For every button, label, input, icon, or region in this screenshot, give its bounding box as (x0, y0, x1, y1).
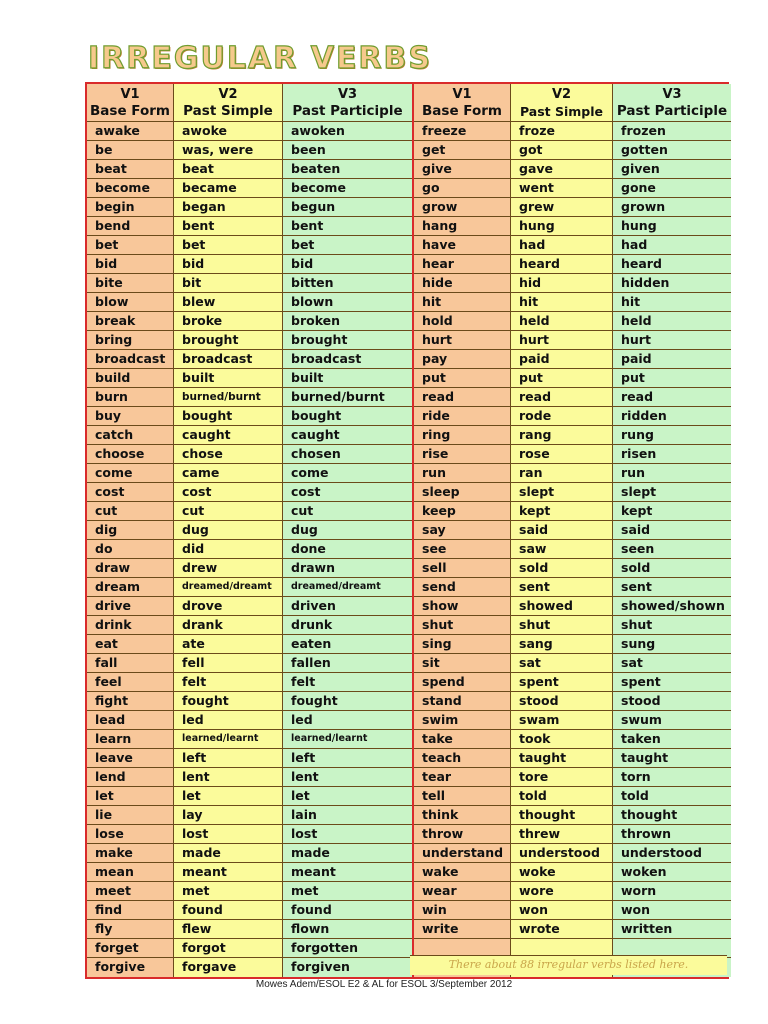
base-form-cell: hold (414, 312, 510, 331)
base-form-cell: beat (87, 160, 173, 179)
past-participle-cell: read (613, 388, 731, 407)
base-form-cell: run (414, 464, 510, 483)
past-participle-cell: sent (613, 578, 731, 597)
past-simple-cell: sent (511, 578, 612, 597)
past-participle-cell: blown (283, 293, 412, 312)
past-participle-cell: thrown (613, 825, 731, 844)
past-simple-cell: fought (174, 692, 282, 711)
header-base-form-right (414, 84, 510, 122)
past-simple-cell: got (511, 141, 612, 160)
past-participle-cell: taught (613, 749, 731, 768)
header-past-participle-left (283, 84, 412, 122)
past-simple-cell: told (511, 787, 612, 806)
past-participle-cell: bought (283, 407, 412, 426)
past-participle-cell: bitten (283, 274, 412, 293)
past-participle-cell: had (613, 236, 731, 255)
base-form-cell: keep (414, 502, 510, 521)
verb-table (85, 82, 729, 979)
base-form-cell: break (87, 312, 173, 331)
base-form-cell: freeze (414, 122, 510, 141)
past-simple-cell: kept (511, 502, 612, 521)
past-participle-cell: fought (283, 692, 412, 711)
header-v1-label: V1 (452, 86, 472, 102)
past-participle-cell: sat (613, 654, 731, 673)
base-form-cell: rise (414, 445, 510, 464)
past-participle-cell: burned/burnt (283, 388, 412, 407)
past-simple-cell: bought (174, 407, 282, 426)
past-participle-cell: seen (613, 540, 731, 559)
past-simple-cell: hid (511, 274, 612, 293)
past-simple-cell: chose (174, 445, 282, 464)
base-form-cell: pay (414, 350, 510, 369)
past-participle-cell: woken (613, 863, 731, 882)
base-form-cell: fly (87, 920, 173, 939)
base-form-cell: learn (87, 730, 173, 749)
past-participle-cell: understood (613, 844, 731, 863)
past-participle-cell: brought (283, 331, 412, 350)
base-form-cell: drive (87, 597, 173, 616)
past-participle-cell: ridden (613, 407, 731, 426)
past-simple-cell: cost (174, 483, 282, 502)
past-participle-cell: spent (613, 673, 731, 692)
past-participle-cell: put (613, 369, 731, 388)
base-form-cell: find (87, 901, 173, 920)
base-form-cell: become (87, 179, 173, 198)
past-simple-cell: dug (174, 521, 282, 540)
base-form-cell: lose (87, 825, 173, 844)
past-participle-cell: slept (613, 483, 731, 502)
base-form-cell: dream (87, 578, 173, 597)
past-simple-column-right (510, 84, 612, 977)
base-form-cell: fall (87, 654, 173, 673)
base-form-cell: bet (87, 236, 173, 255)
past-simple-cell: awoke (174, 122, 282, 141)
past-simple-cell: wrote (511, 920, 612, 939)
past-simple-cell: took (511, 730, 612, 749)
past-simple-cell: beat (174, 160, 282, 179)
past-participle-column-right (612, 84, 731, 977)
past-simple-cell: won (511, 901, 612, 920)
right-table-half (412, 84, 731, 977)
past-simple-cell: tore (511, 768, 612, 787)
past-participle-cell: led (283, 711, 412, 730)
past-simple-cell: broadcast (174, 350, 282, 369)
past-participle-column-left (282, 84, 412, 977)
past-participle-cell: begun (283, 198, 412, 217)
base-form-cell: wear (414, 882, 510, 901)
past-participle-cell: told (613, 787, 731, 806)
base-form-cell: sing (414, 635, 510, 654)
base-form-cell: write (414, 920, 510, 939)
past-simple-cell: became (174, 179, 282, 198)
past-participle-cell: bet (283, 236, 412, 255)
past-simple-cell: rode (511, 407, 612, 426)
header-past-simple-label: Past Simple (183, 102, 273, 119)
past-participle-cell: sold (613, 559, 731, 578)
base-form-cell: stand (414, 692, 510, 711)
past-participle-cell: done (283, 540, 412, 559)
past-participle-cell: forgotten (283, 939, 412, 958)
base-form-cell: do (87, 540, 173, 559)
past-simple-cell: slept (511, 483, 612, 502)
base-form-cell: broadcast (87, 350, 173, 369)
header-past-participle-right (613, 84, 731, 122)
past-simple-cell: showed (511, 597, 612, 616)
past-simple-cell: cut (174, 502, 282, 521)
base-form-cell: cut (87, 502, 173, 521)
past-participle-cell: paid (613, 350, 731, 369)
base-form-cell: teach (414, 749, 510, 768)
past-simple-cell: hung (511, 217, 612, 236)
base-form-cell: tear (414, 768, 510, 787)
page-title: IRREGULAR VERBS (88, 41, 433, 76)
base-form-cell: lead (87, 711, 173, 730)
past-participle-cell: hung (613, 217, 731, 236)
past-participle-cell: forgiven (291, 959, 350, 974)
base-form-cell: sit (414, 654, 510, 673)
past-participle-cell: awoken (283, 122, 412, 141)
past-participle-cell: said (613, 521, 731, 540)
base-form-cell: buy (87, 407, 173, 426)
past-simple-cell: drank (174, 616, 282, 635)
base-form-cell: hang (414, 217, 510, 236)
past-participle-cell: been (283, 141, 412, 160)
header-v3-label: V3 (337, 86, 358, 102)
past-simple-cell: built (174, 369, 282, 388)
base-form-cell: bite (87, 274, 173, 293)
past-simple-cell: led (174, 711, 282, 730)
past-simple-cell: had (511, 236, 612, 255)
base-form-cell: see (414, 540, 510, 559)
past-simple-cell: rose (511, 445, 612, 464)
past-simple-cell: forgot (174, 939, 282, 958)
base-form-cell: read (414, 388, 510, 407)
base-form-cell: come (87, 464, 173, 483)
past-participle-cell: drawn (283, 559, 412, 578)
past-participle-cell: won (613, 901, 731, 920)
base-form-cell: awake (87, 122, 173, 141)
past-participle-cell: let (283, 787, 412, 806)
past-simple-cell: felt (174, 673, 282, 692)
base-form-cell: forgive (95, 959, 146, 974)
base-form-cell: have (414, 236, 510, 255)
past-simple-cell: put (511, 369, 612, 388)
past-participle-cell: come (283, 464, 412, 483)
past-participle-cell: given (613, 160, 731, 179)
past-participle-cell: risen (613, 445, 731, 464)
base-form-cell: take (414, 730, 510, 749)
past-simple-cell: drove (174, 597, 282, 616)
past-participle-cell: kept (613, 502, 731, 521)
base-form-cell: bid (87, 255, 173, 274)
past-participle-cell: taken (613, 730, 731, 749)
past-participle-cell: swum (613, 711, 731, 730)
base-form-cell: spend (414, 673, 510, 692)
header-base-form-left (87, 84, 173, 122)
base-form-cell: tell (414, 787, 510, 806)
past-participle-cell: bid (283, 255, 412, 274)
past-simple-cell: meant (174, 863, 282, 882)
past-participle-cell: dug (283, 521, 412, 540)
header-past-simple-left (174, 84, 282, 122)
base-form-cell: hide (414, 274, 510, 293)
header-v2-label: V2 (551, 86, 572, 102)
base-form-cell: drink (87, 616, 173, 635)
base-form-cell: lie (87, 806, 173, 825)
past-participle-cell: cost (283, 483, 412, 502)
past-simple-cell: paid (511, 350, 612, 369)
base-form-cell: eat (87, 635, 173, 654)
past-simple-cell: shut (511, 616, 612, 635)
base-form-cell: throw (414, 825, 510, 844)
past-simple-cell: sat (511, 654, 612, 673)
base-form-column-left (87, 84, 173, 977)
past-simple-cell: stood (511, 692, 612, 711)
past-simple-cell: came (174, 464, 282, 483)
base-form-cell: go (414, 179, 510, 198)
past-simple-cell: learned/learnt (174, 730, 282, 749)
past-participle-cell: made (283, 844, 412, 863)
past-simple-cell: sang (511, 635, 612, 654)
past-participle-cell: meant (283, 863, 412, 882)
past-simple-cell: saw (511, 540, 612, 559)
past-simple-cell: went (511, 179, 612, 198)
past-participle-cell: beaten (283, 160, 412, 179)
left-table-half (87, 84, 412, 977)
past-simple-cell: caught (174, 426, 282, 445)
header-base-form-label: Base Form (90, 102, 170, 119)
past-simple-cell: dreamed/dreamt (174, 578, 282, 597)
past-simple-cell: drew (174, 559, 282, 578)
past-simple-cell: woke (511, 863, 612, 882)
past-simple-cell: brought (174, 331, 282, 350)
past-simple-cell: gave (511, 160, 612, 179)
header-v2-label: V2 (218, 86, 238, 102)
base-form-cell: dig (87, 521, 173, 540)
past-participle-cell: cut (283, 502, 412, 521)
base-form-cell: ride (414, 407, 510, 426)
past-simple-cell: blew (174, 293, 282, 312)
past-participle-cell: learned/learnt (283, 730, 412, 749)
base-form-cell: burn (87, 388, 173, 407)
past-simple-cell: ran (511, 464, 612, 483)
base-form-column-right (414, 84, 510, 977)
past-simple-cell: let (174, 787, 282, 806)
past-participle-cell: left (283, 749, 412, 768)
base-form-cell: be (87, 141, 173, 160)
header-v3-label: V3 (662, 86, 682, 102)
past-participle-cell: lent (283, 768, 412, 787)
past-participle-cell: flown (283, 920, 412, 939)
base-form-cell: give (414, 160, 510, 179)
past-participle-cell: caught (283, 426, 412, 445)
past-participle-cell: become (283, 179, 412, 198)
past-simple-cell: fell (174, 654, 282, 673)
past-simple-cell: left (174, 749, 282, 768)
past-participle-cell: lost (283, 825, 412, 844)
header-past-simple-label: Past Simple (519, 103, 604, 119)
past-participle-cell: built (283, 369, 412, 388)
base-form-cell: fight (87, 692, 173, 711)
header-base-form-label: Base Form (422, 102, 502, 119)
base-form-cell: let (87, 787, 173, 806)
table-note: There about 88 irregular verbs listed here. (410, 955, 727, 975)
base-form-cell: draw (87, 559, 173, 578)
past-simple-cell: heard (511, 255, 612, 274)
past-simple-cell: understood (511, 844, 612, 863)
base-form-cell: leave (87, 749, 173, 768)
past-simple-cell: ate (174, 635, 282, 654)
past-simple-cell: bit (174, 274, 282, 293)
past-participle-cell: written (613, 920, 731, 939)
base-form-cell: swim (414, 711, 510, 730)
base-form-cell: meet (87, 882, 173, 901)
past-participle-cell: sung (613, 635, 731, 654)
base-form-cell: think (414, 806, 510, 825)
base-form-cell: feel (87, 673, 173, 692)
base-form-cell: cost (87, 483, 173, 502)
past-participle-cell: held (613, 312, 731, 331)
past-simple-cell: broke (174, 312, 282, 331)
past-participle-cell: run (613, 464, 731, 483)
header-v1-label: V1 (120, 86, 140, 102)
base-form-cell: hear (414, 255, 510, 274)
past-participle-cell: felt (283, 673, 412, 692)
past-participle-cell: torn (613, 768, 731, 787)
past-simple-cell: spent (511, 673, 612, 692)
base-form-cell: say (414, 521, 510, 540)
past-simple-cell: was, were (174, 141, 282, 160)
base-form-cell: choose (87, 445, 173, 464)
past-participle-cell: stood (613, 692, 731, 711)
past-simple-cell: wore (511, 882, 612, 901)
past-participle-cell: drunk (283, 616, 412, 635)
base-form-cell: grow (414, 198, 510, 217)
past-simple-cell: swam (511, 711, 612, 730)
past-participle-cell: chosen (283, 445, 412, 464)
base-form-cell: win (414, 901, 510, 920)
past-participle-cell: driven (283, 597, 412, 616)
base-form-cell: sleep (414, 483, 510, 502)
base-form-cell: hurt (414, 331, 510, 350)
base-form-cell: send (414, 578, 510, 597)
past-participle-cell: gone (613, 179, 731, 198)
base-form-cell: bend (87, 217, 173, 236)
past-simple-cell: began (174, 198, 282, 217)
base-form-cell: make (87, 844, 173, 863)
past-simple-cell: read (511, 388, 612, 407)
past-simple-cell: rang (511, 426, 612, 445)
past-participle-cell: hit (613, 293, 731, 312)
past-simple-cell: bet (174, 236, 282, 255)
base-form-cell: bring (87, 331, 173, 350)
base-form-cell: show (414, 597, 510, 616)
past-simple-cell: found (174, 901, 282, 920)
past-simple-cell: hurt (511, 331, 612, 350)
header-past-participle-label: Past Participle (292, 102, 403, 119)
base-form-cell: forget (87, 939, 173, 958)
past-participle-cell: hidden (613, 274, 731, 293)
past-simple-cell: lent (174, 768, 282, 787)
base-form-cell: catch (87, 426, 173, 445)
header-past-participle-label: Past Participle (616, 102, 728, 119)
past-simple-cell: grew (511, 198, 612, 217)
base-form-cell: get (414, 141, 510, 160)
base-form-cell: begin (87, 198, 173, 217)
past-simple-cell: sold (511, 559, 612, 578)
past-participle-cell: bent (283, 217, 412, 236)
past-simple-cell: made (174, 844, 282, 863)
past-simple-cell: met (174, 882, 282, 901)
past-simple-cell: froze (511, 122, 612, 141)
past-simple-cell: forgave (182, 959, 237, 974)
base-form-cell: build (87, 369, 173, 388)
past-participle-cell: frozen (613, 122, 731, 141)
past-participle-cell: lain (283, 806, 412, 825)
past-simple-cell: said (511, 521, 612, 540)
past-simple-cell: threw (511, 825, 612, 844)
past-participle-cell: hurt (613, 331, 731, 350)
past-simple-cell: flew (174, 920, 282, 939)
past-participle-cell: found (283, 901, 412, 920)
past-simple-cell: burned/burnt (174, 388, 282, 407)
base-form-cell: mean (87, 863, 173, 882)
past-simple-cell: held (511, 312, 612, 331)
base-form-cell: put (414, 369, 510, 388)
base-form-cell: hit (414, 293, 510, 312)
past-participle-cell: broken (283, 312, 412, 331)
past-participle-cell: met (283, 882, 412, 901)
past-participle-cell: thought (613, 806, 731, 825)
base-form-cell: wake (414, 863, 510, 882)
past-simple-cell: thought (511, 806, 612, 825)
past-participle-cell: rung (613, 426, 731, 445)
past-simple-cell: lost (174, 825, 282, 844)
past-participle-cell: gotten (613, 141, 731, 160)
base-form-cell: blow (87, 293, 173, 312)
base-form-cell: lend (87, 768, 173, 787)
past-participle-cell: grown (613, 198, 731, 217)
base-form-cell: understand (414, 844, 510, 863)
past-participle-cell: showed/shown (613, 597, 731, 616)
page-footer: Mowes Adem/ESOL E2 & AL for ESOL 3/September 2012 (255, 979, 513, 990)
past-participle-cell: heard (613, 255, 731, 274)
past-simple-cell: hit (511, 293, 612, 312)
past-simple-column-left (173, 84, 282, 977)
base-form-cell: sell (414, 559, 510, 578)
past-simple-cell: taught (511, 749, 612, 768)
base-form-cell: ring (414, 426, 510, 445)
past-participle-cell: broadcast (283, 350, 412, 369)
past-participle-cell: shut (613, 616, 731, 635)
past-participle-cell: eaten (283, 635, 412, 654)
header-past-simple-right (511, 84, 612, 122)
past-participle-cell: dreamed/dreamt (283, 578, 412, 597)
past-simple-cell: did (174, 540, 282, 559)
past-simple-cell: bid (174, 255, 282, 274)
past-simple-cell: bent (174, 217, 282, 236)
base-form-cell: shut (414, 616, 510, 635)
past-participle-cell: fallen (283, 654, 412, 673)
past-simple-cell: lay (174, 806, 282, 825)
past-participle-cell: worn (613, 882, 731, 901)
